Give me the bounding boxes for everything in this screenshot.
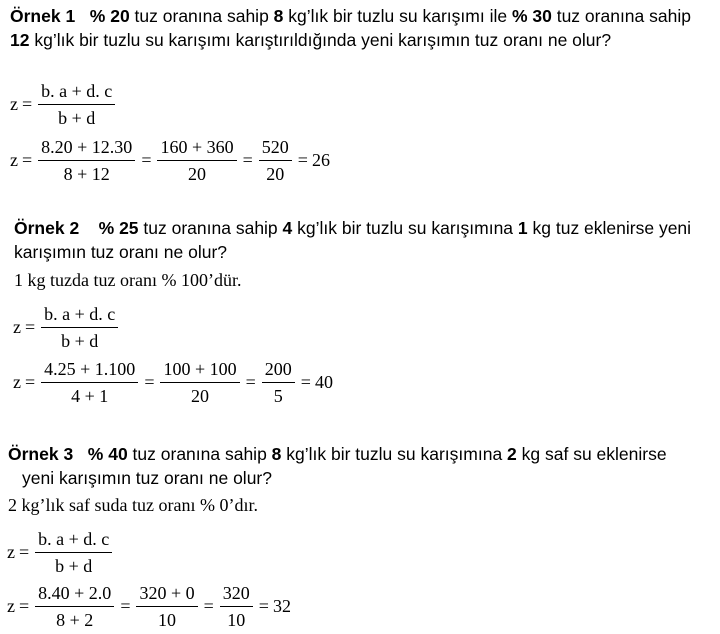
example-3-percent: % 40 xyxy=(87,444,128,464)
example-3-note: 2 kg’lık saf suda tuz oranı % 0’dır. xyxy=(8,495,258,515)
example-2-question xyxy=(14,216,691,264)
example-2-weight-2: 1 xyxy=(517,218,528,238)
example-3-result: 32 xyxy=(272,595,291,616)
example-2-line-1: Örnek 2 % 25 tuz oranına sahip 4 kg’lık bir tuzlu su karışımına 1 kg tuz eklenirse yeni xyxy=(14,218,692,238)
example-1-line-1: Örnek 1 % 20 tuz oranına sahip 8 kg’lık bir tuzlu su karışımı ile % 30 tuz oranına sahip xyxy=(10,6,691,26)
example-3-calculation: z = $\frac{8.40 + 2.0}{8 + 2}$ = $\frac{320 + 0}{10}$ = $\frac{320}{10}$ = 32 xyxy=(7,582,291,630)
example-3-formula: z = $\frac{b. a + d. c}{b + d}$ xyxy=(7,526,114,578)
example-1-percent-1: % 20 xyxy=(89,6,130,26)
example-2-weight-1: 4 xyxy=(282,218,293,238)
example-1-question xyxy=(10,4,691,52)
example-3-label: Örnek 3 xyxy=(8,444,74,464)
example-2-percent: % 25 xyxy=(98,218,139,238)
example-1-label: Örnek 1 xyxy=(10,6,76,26)
example-1-percent-2: % 30 xyxy=(511,6,552,26)
example-3-question xyxy=(8,442,667,490)
example-3-weight-2: 2 xyxy=(507,444,517,464)
example-1-formula: z = $\frac{b. a + d. c}{b + d}$ xyxy=(10,78,117,130)
example-1-weight-2: 12 xyxy=(10,30,30,50)
example-2-line-2: karışımın tuz oranı ne olur? xyxy=(14,242,228,262)
example-3-line-2: yeni karışımın tuz oranı ne olur? xyxy=(22,468,272,488)
example-1-line-2: 12 kg’lık bir tuzlu su karışımı karıştırıldığında yeni karışımın tuz oranı ne olur? xyxy=(10,30,612,50)
example-2-calculation: z = $\frac{4.25 + 1.100}{4 + 1}$ = $\frac{100 + 100}{20}$ = $\frac{200}{5}$ = 40 xyxy=(13,358,333,406)
example-2-result: 40 xyxy=(314,371,333,392)
example-1-calculation: z = $\frac{8.20 + 12.30}{8 + 12}$ = $\frac{160 + 360}{20}$ = $\frac{520}{20}$ = 26 xyxy=(10,136,330,184)
example-1-result: 26 xyxy=(311,149,330,170)
example-1-weight-1: 8 xyxy=(273,6,284,26)
formula-fraction: $\frac{b. a + d. c}{b + d}$ xyxy=(36,80,117,129)
example-3-line-1: Örnek 3 % 40 tuz oranına sahip 8 kg’lık bir tuzlu su karışımına 2 kg saf su eklenirse xyxy=(8,444,667,464)
example-2-label: Örnek 2 xyxy=(14,218,80,238)
example-3-weight-1: 8 xyxy=(271,444,282,464)
example-2-formula: z = $\frac{b. a + d. c}{b + d}$ xyxy=(13,301,120,353)
example-2-note: 1 kg tuzda tuz oranı % 100’dür. xyxy=(14,270,242,290)
